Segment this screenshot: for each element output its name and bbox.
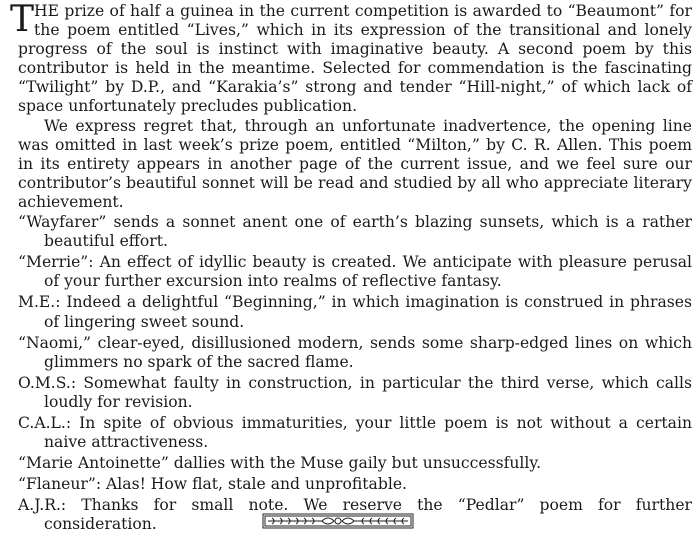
lead-paragraph (10, 0, 692, 117)
note-merrie: “Merrie”: An effect of idyllic beauty is created. We anticipate with pleasure perusal of your further excursion into realms of reflective fantasy. (18, 253, 692, 291)
correction-paragraph: We express regret that, through an unfortunate inadvertence, the opening line was omitted in last week’s prize poem, entitled “Milton,” by C. R. Allen. This poem in its entirety appears in another page of the current issue, and we feel sure our contributor’s beautiful sonnet will be read and studied by all who appreciate literary achievement. (18, 116, 692, 211)
note-me: M.E.: Indeed a delightful “Beginning,” in which imagination is construed in phrases of lingering sweet sound. (18, 293, 692, 331)
note-marie-antoinette: “Marie Antoinette” dallies with the Muse gaily but unsuccessfully. (18, 454, 542, 473)
note-wayfarer: “Wayfarer” sends a sonnet anent one of earth’s blazing sunsets, which is a rather beautiful effort. (18, 213, 692, 251)
note-naomi: “Naomi,” clear-eyed, disillusioned modern, sends some sharp-edged lines on which glimmers no spark of the sacred flame. (18, 333, 692, 371)
lead-paragraph-text: HE prize of half a guinea in the current competition is awarded to “Beaumont” for the poem entitled “Lives,” which in its expression of the transitional and lonely progress of the soul is instinct with imaginative beauty. A second poem by this contributor is held in the meantime. Selected for commendation is the fascinating “Twilight” by D.P., and “Karakia’s” strong and tender “Hill-night,” of which lack of space unfortunately precludes publication. (18, 2, 692, 116)
note-flaneur: “Flaneur”: Alas! How flat, stale and unprofitable. (18, 475, 408, 494)
note-cal: C.A.L.: In spite of obvious immaturities, your little poem is not without a certain naive attractiveness. (18, 413, 692, 452)
contributor-notes (18, 213, 692, 535)
decorative-rule-ornament-icon (262, 512, 414, 530)
drop-cap-letter: T (10, 0, 33, 40)
note-ajr: A.J.R.: Thanks for small note. We reserve the “Pedlar” poem for further consideration. (18, 496, 692, 534)
note-oms: O.M.S.: Somewhat faulty in construction, in particular the third verse, which calls loudly for revision. (18, 373, 692, 411)
